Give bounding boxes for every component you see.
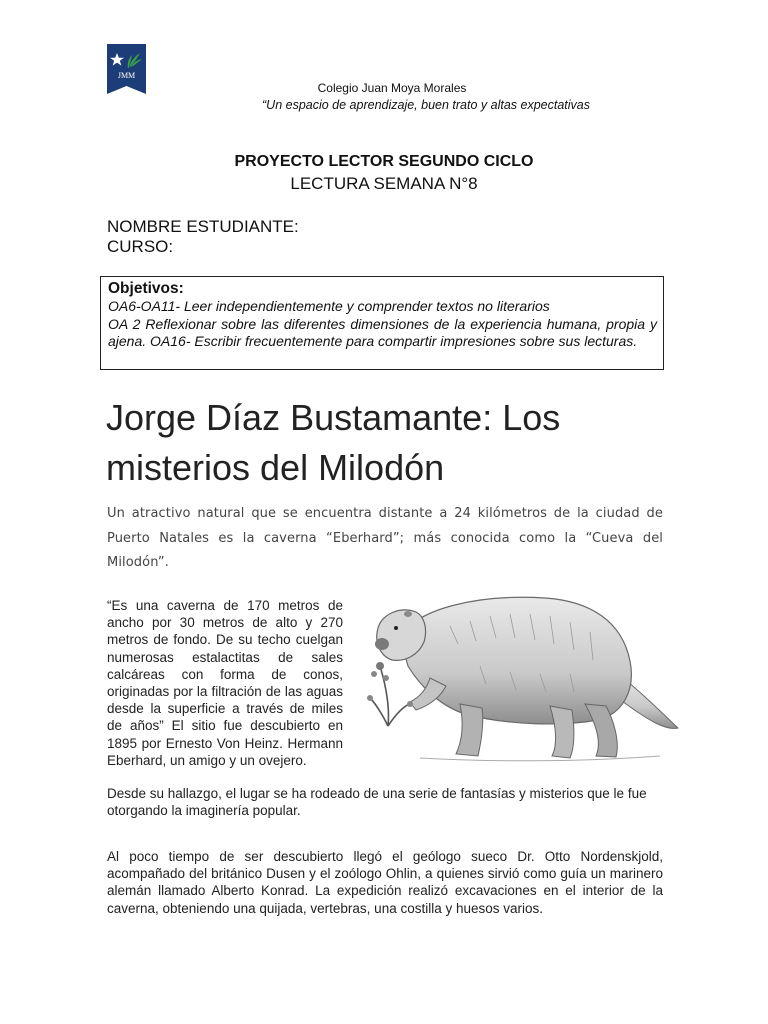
article-intro: Un atractivo natural que se encuentra distante a 24 kilómetros de la ciudad de Puerto Natales es la caverna “Eberhard”; más conocida como la “Cueva del Milodón”. [107,506,663,570]
cave-description [107,597,343,769]
project-title: PROYECTO LECTOR SEGUNDO CICLO [234,153,534,170]
student-name-label: NOMBRE ESTUDIANTE: [107,217,299,236]
continuation-text: Desde su hallazgo, el lugar se ha rodeado de una serie de fantasías y misterios que le fue otorgando la imaginería popular. [107,786,647,819]
objectives-title: Objetivos: [108,280,184,297]
expedition-paragraph: Al poco tiempo de ser descubierto llegó el geólogo sueco Dr. Otto Nordenskjold, acompañado del británico Dusen y el zoólogo Ohlin, a quienes sirvió como guía un marinero alemán llamado Alberto Konrad. La expedición realizó excavaciones en el interior de la caverna, obteniendo una quijada, vertebras, una costilla y huesos varios. [107,849,663,916]
cave-quote: “Es una caverna de 170 metros de ancho por 30 metros de alto y 270 metros de fondo. De su techo cuelgan numerosas estalactitas de sales calcáreas con forma de conos, originadas por la filtración de las aguas desde la superficie a través de miles de años” [107,598,343,734]
objective-oa2-oa16: OA 2 Reflexionar sobre las diferentes dimensiones de la experiencia humana, propia y ajena. OA16- Escribir frecuentemente para compartir impresiones sobre sus lecturas. [108,315,657,349]
discovery-text: El sitio fue descubierto en 1895 por Ernesto Von Heinz. Hermann Eberhard, un amigo y un ovejero. [107,718,343,768]
objectives-box [100,276,664,370]
logo-text: JMM [117,71,136,80]
school-slogan: “Un espacio de aprendizaje, buen trato y altas expectativas [262,98,590,112]
objective-oa6-oa11: OA6-OA11- Leer independientemente y comprender textos no literarios [108,298,550,314]
milodon-illustration [360,586,690,776]
week-label: LECTURA SEMANA N°8 [290,174,478,193]
course-label: CURSO: [107,237,174,256]
school-name: Colegio Juan Moya Morales [317,81,467,95]
article-title: Jorge Díaz Bustamante: Los misterios del Milodón [106,397,561,488]
